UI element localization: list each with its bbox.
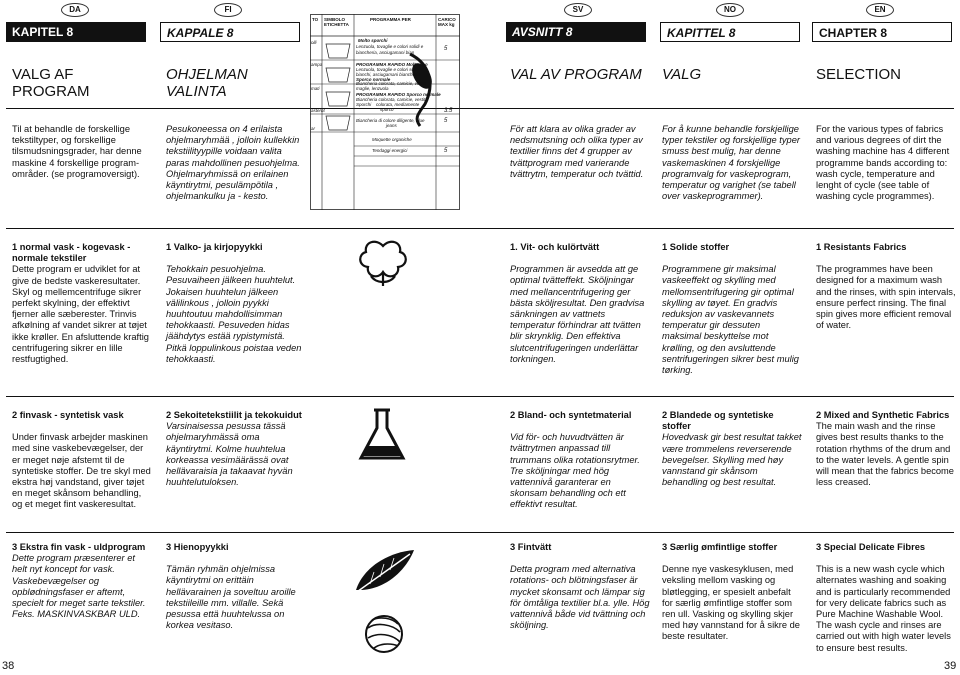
section-heading: 3 Ekstra fin vask - uldprogram [12, 542, 146, 552]
section-2-en [816, 410, 956, 488]
section-heading: 1 Valko- ja kirjopyykki [166, 242, 263, 252]
section-body: The main wash and the rinse gives best results thanks to the rotation rhythms of the drum and to the water levels. A gentle spin will mean that the fabrics become less creased. [816, 421, 954, 488]
section-body: Tehokkain pesuohjelma. Pesuvaiheen jälkeen huuhtelut. Jokaisen huuhtelun jälkeen välilinkous , jolloin pyykki huuhtoutuu mahdollisimman tehokkaasti. Pesuveden hidas jäähdytys estää rypistymistä. Pitkä loppulinkous poistaa veden tehokkaasti. [166, 264, 302, 364]
section-heading: 1 Solide stoffer [662, 242, 730, 252]
table-side-label: ar [311, 126, 316, 131]
chapter-header-en: CHAPTER 8 [812, 22, 952, 42]
table-cell: sporco [380, 107, 394, 112]
table-cell: Sporco normale [356, 77, 391, 82]
section-body: The programmes have been designed for a maximum wash and the rinses, with spin intervals, ensure perfect rinsing. The final spin gives more efficient removal of water. [816, 264, 956, 331]
section-1-sv [510, 242, 650, 365]
section-3-no [662, 542, 802, 643]
table-cell: PROGRAMMA RAPIDO Sporco normale [356, 92, 441, 97]
flag-no: NO [716, 3, 744, 17]
table-header-cell: PROGRAMMA PER [370, 17, 411, 22]
chapter-header-sv: AVSNITT 8 [506, 22, 646, 42]
section-3-sv [510, 542, 650, 631]
table-cell: Tendaggi energici [372, 148, 408, 153]
table-side-label: ampa [311, 62, 323, 67]
section-body: Dette program er udviklet for at give de bedste vaskeresultater. Skyl og mellemcentrifuge sikrer perfekt skylning, der effektivt fjerner alle sæberester. Trinvis afkølning af vandet sikrer at tøjet ikke krøller. En afsluttende kraftig centrifugering sikrer en lille restfugtighed. [12, 264, 149, 365]
section-body: Programmen är avsedda att ge optimal tvätteffekt. Sköljningar med mellancentrifugering ger bästa sköljresultat. Den gradvisa sänkningen av vattnets temperatur förhindrar att tvätten blir skrynklig. Den effektiva slutcentrifugeringen underlättar torkningen. [510, 264, 645, 364]
section-heading: 1. Vit- och kulörtvätt [510, 242, 600, 252]
section-body: Tämän ryhmän ohjelmissa käyntirytmi on erittäin hellävarainen ja soveltuu aroille tekstiileille mm. villalle. Sekä pesussa että huuhtelussa on korkea vesitaso. [166, 564, 296, 631]
section-3-da [12, 542, 152, 620]
section-3-fi [166, 542, 306, 631]
divider-rule [6, 396, 954, 397]
divider-rule [6, 228, 954, 229]
section-3-en [816, 542, 956, 654]
chapter-header-da: KAPITEL 8 [6, 22, 146, 42]
section-title-fi: OHJELMAN VALINTA [166, 66, 248, 100]
table-cell: jeans [386, 123, 397, 128]
table-cell: 5 [444, 118, 448, 124]
divider-rule [6, 532, 954, 533]
table-header-cell: TO [312, 17, 319, 22]
section-heading: 3 Fintvätt [510, 542, 552, 552]
table-cell: PROGRAMMA RAPIDO Molto spo [356, 62, 428, 67]
intro-text-sv: För att klara av olika grader av nedsmutsning och olika typer av textilier finns det 4 grupper av tvättprogram med varierande tvättrytm, temperatur och tvättid. [510, 124, 644, 179]
section-title-da: VALG AF PROGRAM [12, 66, 90, 100]
table-cell: Lenzuola, tovaglie e colori soli [356, 67, 417, 72]
section-body: Hovedvask gir best resultat takket være trommelens reverserende bevegelser. Skylling med høy vannstand gir skånsom behandling og best resultat. [662, 432, 802, 488]
section-body: Under finvask arbejder maskinen med sine vaskebevægelser, der er meget nøje afstemt til de syntetiske stoffer. De tre skyl med ekstra høj vandstand, giver tøjet en meget skånsom behandling, og et meget fint vaskeresultat. [12, 432, 151, 510]
table-header-cell: SIMBOLO ETICHETTA [324, 17, 349, 27]
wool-feather-icon [350, 546, 420, 656]
table-cell: 3.5 [444, 108, 453, 114]
section-1-da [12, 242, 152, 365]
section-2-sv [510, 410, 650, 511]
table-cell: Biancheria di colore diligente, blue [356, 118, 425, 123]
section-1-fi [166, 242, 306, 365]
section-1-en [816, 242, 956, 331]
intro-text-fi: Pesukoneessa on 4 erilaista ohjelmaryhmää , jolloin kullekkin tekstiilityypille voidaan valita paras mahdollinen pesuohjelma. Ohjelmaryhmissä on erilainen käyntirytmi, pesulämpötila , ohjelmankulku ja - kesto. [166, 124, 300, 202]
section-2-da [12, 410, 152, 511]
section-heading: 2 Blandede og syntetiske stoffer [662, 410, 774, 432]
table-cell: colorata, mediamente [376, 102, 420, 107]
section-1-no [662, 242, 802, 376]
table-cell: biancheria, asciugamani bian [356, 50, 415, 55]
section-heading: 2 Bland- och syntetmaterial [510, 410, 632, 420]
intro-text-no: For å kunne behandle forskjellige typer tekstiler og forskjellige typer smuss best mulig, har denne vaskemaskinen 4 forskjellige programvalg for vaskeprogram, temperatur og varighet (se tabell over vaskeprogrammer). [662, 124, 800, 202]
section-heading: 3 Hienopyykki [166, 542, 229, 552]
flag-fi: FI [214, 3, 242, 17]
cotton-boll-icon [356, 236, 410, 292]
flag-da: DA [61, 3, 89, 17]
section-heading: 2 Mixed and Synthetic Fabrics [816, 410, 950, 420]
page-number-right: 39 [944, 660, 957, 672]
table-side-label: asternt [311, 108, 325, 113]
table-cell: 5 [444, 148, 448, 154]
section-body: Dette program præsenterer et helt nyt koncept for vask. Vaskebevægelser og opblødningsfaser er aftemt, specielt for meget sarte tekstiler. Feks. MASKINVASKBAR ULD. [12, 553, 146, 620]
section-heading: 2 Sekoitetekstiilit ja tekokuidut [166, 410, 302, 420]
divider-rule [6, 108, 954, 109]
section-heading: 1 Resistants Fabrics [816, 242, 907, 252]
flag-en: EN [866, 3, 894, 17]
intro-text-da: Til at behandle de forskellige tekstiltyper, og forskellige tilsmudsningsgrader, har denne maskine 4 forskellige program-områder. (se programoversigt). [12, 124, 142, 179]
flag-sv: SV [564, 3, 592, 17]
table-cell: maglie, lenzuola [356, 86, 389, 91]
section-heading: 3 Special Delicate Fibres [816, 542, 926, 552]
table-cell: 5 [444, 46, 448, 52]
section-body: Varsinaisessa pesussa tässä ohjelmaryhmässä oma käyntirytmi. Kolme huuhtelua korkeassa vesimäärässä ovat hellävaraisia ja takaavat hyvän huuhtelutuloksen. [166, 421, 293, 488]
table-header-cell: CARICO MAX kg [438, 17, 456, 27]
section-body: Denne nye vaskesyklusen, med veksling mellom vasking og bløtlegging, er spesielt anbefalt for særlig ømfintlige stoffer som ren ull. Vasking og skylling skjer med høy vannstand for å sikre de beste resultater. [662, 564, 800, 642]
flask-icon [356, 406, 408, 464]
section-2-no [662, 410, 802, 488]
table-cell: Moquette organiche [372, 137, 412, 142]
table-cell: Biancheria colorata, camicie, vestiti [356, 81, 427, 86]
table-cell: Biancheria colorata, camicie, vestiti [356, 97, 427, 102]
table-cell: Sporchi [356, 102, 372, 107]
table-cell: bianchi, asciugamani biancheria [356, 72, 421, 77]
table-side-label: mati [311, 86, 320, 91]
section-heading: 1 normal vask - kogevask - normale tekstiler [12, 242, 131, 264]
section-2-fi [166, 410, 306, 488]
section-title-no: VALG [662, 66, 702, 83]
chapter-header-no: KAPITTEL 8 [660, 22, 800, 42]
table-cell: Lenzuola, tovaglie e colori solidi e [356, 44, 424, 49]
section-title-sv: VAL AV PROGRAM [510, 66, 642, 83]
table-cell: Molto sporchi [358, 38, 388, 43]
section-heading: 2 finvask - syntetisk vask [12, 410, 124, 420]
chapter-header-fi: KAPPALE 8 [160, 22, 300, 42]
table-side-label: olli [311, 40, 317, 45]
section-body: Programmene gir maksimal vaskeeffekt og skylling med mellomsentrifugering gir optimal skylling av tøyet. En gradvis reduksjon av vaskevannets temperatur gir dessuten maksimal beskyttelse mot krølling, og den avsluttende sentrifugeringen sikrer best mulig tørking. [662, 264, 799, 376]
program-table [310, 14, 460, 210]
intro-text-en: For the various types of fabrics and various degrees of dirt the washing machine has 4 different programme bands according to: wash cycle, temperature and lenght of cycle (see table of washing cycle programmes). [816, 124, 950, 202]
section-body: Detta program med alternativa rotations- och blötningsfaser är mycket skonsamt och lämpar sig för ömtåliga textilier bl.a. ylle. Hög vattennivå både vid tvättning och sköljning. [510, 564, 650, 631]
section-body: Vid för- och huvudtvätten är tvättrytmen anpassad till trummans olika rotationsrytmer. Tre sköljningar med hög vattennivå garanterar en skonsam behandling och ett effektivt resultat. [510, 432, 640, 510]
page-number-left: 38 [2, 660, 15, 672]
section-heading: 3 Særlig ømfintlige stoffer [662, 542, 778, 552]
section-title-en: SELECTION [816, 66, 902, 83]
section-body: This is a new wash cycle which alternates washing and soaking and is particularly recommended for very delicate fabrics such as Pure Machine Washable Wool. The wash cycle and rinses are carried out with high water levels to ensure best results. [816, 564, 951, 653]
